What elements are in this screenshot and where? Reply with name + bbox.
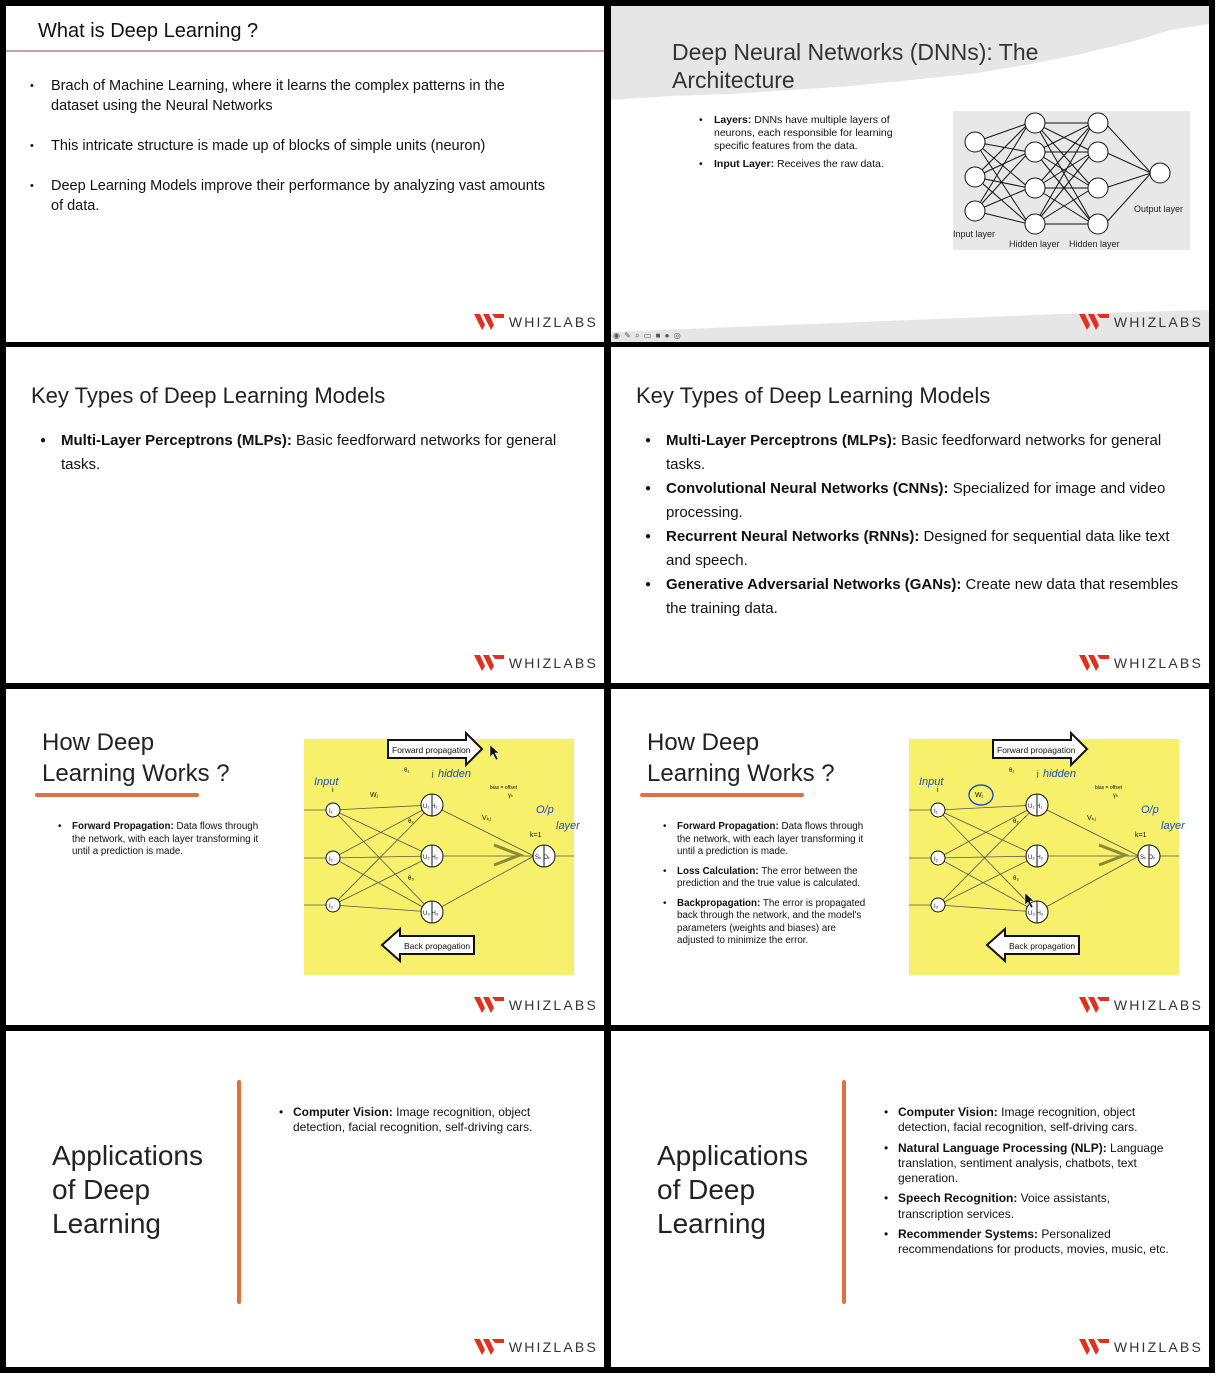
vertical-accent-bar (842, 1080, 846, 1304)
whizlabs-logo (1079, 1339, 1203, 1355)
theta2-label: θ₂ (1013, 819, 1019, 825)
mouse-cursor-icon (490, 745, 499, 760)
title-underline (640, 793, 804, 797)
bullet-list (278, 1105, 568, 1141)
whizlabs-logo-text: WHIZLABS (1113, 1339, 1203, 1355)
slide-title: How Deep Learning Works ? (647, 729, 835, 787)
bias-label: bias = offset (490, 785, 518, 791)
whizlabs-logo-text: WHIZLABS (1113, 997, 1203, 1013)
vertical-accent-bar (237, 1080, 241, 1304)
bullet-item: • Input Layer: Receives the raw data. (699, 158, 919, 171)
bullet-item: • Speech Recognition: Voice assistants, transcription services. (883, 1191, 1173, 1222)
i-label: i (937, 787, 939, 794)
whizlabs-logo (1079, 314, 1203, 330)
bullet-item: ● Multi-Layer Perceptrons (MLPs): Basic feedforward networks for general tasks. (643, 429, 1188, 477)
slide-how-dl-works-1 (6, 689, 604, 1025)
handwritten-input: Input (919, 776, 944, 788)
hidden-layer-1-label: Hidden layer (1009, 239, 1060, 249)
bullet-item: • Backpropagation: The error is propagated back through the network, and the model's parameters (weights and biases) are adjusted to minimize the error. (663, 898, 873, 948)
bullet-item: ● Convolutional Neural Networks (CNNs): Specialized for image and video processing. (643, 477, 1188, 525)
bullet-item: • Layers: DNNs have multiple layers of neurons, each responsible for learning specific features from the data. (699, 114, 919, 153)
slide-applications-1 (6, 1031, 604, 1367)
bullet-item: • Brach of Machine Learning, where it learns the complex patterns in the dataset using the Neural Networks (28, 76, 548, 116)
handwritten-hidden: hidden (438, 768, 472, 780)
weight-label: Wⱼ (975, 792, 983, 799)
dnn-diagram-graphic (953, 111, 1190, 250)
bullet-item: • Deep Learning Models improve their performance by analyzing vast amounts of data. (28, 176, 548, 216)
whizlabs-logo-icon (1079, 655, 1109, 671)
bullet-list (58, 821, 268, 866)
whizlabs-logo-icon (474, 1339, 504, 1355)
bullet-item: • Forward Propagation: Data flows through the network, with each layer transforming it until a prediction is made. (58, 821, 268, 859)
back-propagation-label: Back propagation (404, 941, 471, 951)
hidden-node-3: U₃ H₃ (423, 911, 439, 917)
slide-title: What is Deep Learning ? (38, 20, 259, 42)
theta2-label: θ₂ (408, 819, 414, 825)
dnn-diagram (953, 111, 1190, 250)
i-label: i (332, 787, 334, 794)
output-layer-label: Output layer (1134, 204, 1184, 214)
whizlabs-logo-icon (1079, 1339, 1109, 1355)
whizlabs-logo-text: WHIZLABS (508, 655, 598, 671)
input-node-1: I₁ (329, 809, 333, 815)
whizlabs-logo (474, 314, 598, 330)
slide-title: Applications of Deep Learning (657, 1140, 808, 1239)
whizlabs-logo-icon (474, 314, 504, 330)
slide-dnn-architecture (611, 6, 1209, 342)
whizlabs-logo-icon (474, 655, 504, 671)
bullet-list (28, 76, 548, 236)
bullet-item: • Computer Vision: Image recognition, object detection, facial recognition, self-driving cars. (883, 1105, 1173, 1136)
slide-what-is-deep-learning (6, 6, 604, 342)
handwritten-layer: layer (556, 820, 580, 832)
hidden-node-1: U₁ H₁ (423, 804, 438, 810)
whizlabs-logo-text: WHIZLABS (508, 1339, 598, 1355)
input-node-3: I₃ (934, 904, 939, 910)
whizlabs-logo (474, 997, 598, 1013)
bullet-item: ● Recurrent Neural Networks (RNNs): Designed for sequential data like text and speech. (643, 525, 1188, 573)
theta3-label: θ₃ (1013, 876, 1019, 882)
theta1-label: θ₁ (1009, 768, 1015, 774)
propagation-diagram (304, 725, 604, 977)
hidden-layer-2-label: Hidden layer (1069, 239, 1120, 249)
v-weight-label: Vₖⱼ (482, 815, 491, 822)
whizlabs-logo-text: WHIZLABS (508, 997, 598, 1013)
k-label: k=1 (1135, 832, 1147, 839)
yk-label: γₖ (508, 793, 514, 799)
handwritten-input: Input (314, 776, 339, 788)
slide-key-types-1 (6, 347, 604, 683)
forward-propagation-label: Forward propagation (392, 745, 471, 755)
whizlabs-logo-text: WHIZLABS (508, 314, 598, 330)
whizlabs-logo (474, 1339, 598, 1355)
title-divider (6, 50, 604, 52)
input-node-3: I₃ (329, 904, 334, 910)
theta1-label: θ₁ (404, 768, 410, 774)
slide-title: Deep Neural Networks (DNNs): The Architecture (672, 39, 1039, 93)
weight-label: Wⱼ (370, 792, 378, 799)
bullet-item: • Natural Language Processing (NLP): Language translation, sentiment analysis, chatbots, text generation. (883, 1141, 1173, 1187)
j-label: j (1037, 771, 1039, 778)
whizlabs-logo-icon (1079, 997, 1109, 1013)
input-node-2: I₂ (329, 857, 333, 863)
bullet-list (38, 429, 583, 477)
slide-title: Key Types of Deep Learning Models (31, 383, 386, 408)
bullet-list (699, 114, 919, 176)
forward-propagation-label: Forward propagation (997, 745, 1076, 755)
theta3-label: θ₃ (408, 876, 414, 882)
slide-key-types-2 (611, 347, 1209, 683)
input-node-2: I₂ (934, 857, 938, 863)
hidden-node-3: U₃ H₃ (1028, 911, 1044, 917)
hidden-node-2: U₂ H₂ (1028, 855, 1043, 861)
slide-how-dl-works-2 (611, 689, 1209, 1025)
input-layer-label: Input layer (953, 229, 996, 239)
slide-title: Applications of Deep Learning (52, 1140, 203, 1239)
bullet-item: • This intricate structure is made up of blocks of simple units (neuron) (28, 136, 548, 156)
presentation-toolbar[interactable]: ◉ ✎ ⌕ ▭ ■ ● ◎ (613, 331, 682, 340)
v-weight-label: Vₖⱼ (1087, 815, 1096, 822)
j-label: j (432, 771, 434, 778)
handwritten-hidden: hidden (1043, 768, 1077, 780)
bias-label: bias = offset (1095, 785, 1123, 791)
output-node: Sₖ Oₖ (1140, 855, 1156, 861)
whizlabs-logo-text: WHIZLABS (1113, 314, 1203, 330)
hidden-node-2: U₂ H₂ (423, 855, 438, 861)
slide-title: How Deep Learning Works ? (42, 729, 230, 787)
slide-title: Key Types of Deep Learning Models (636, 383, 991, 408)
bullet-item: ● Generative Adversarial Networks (GANs): Create new data that resembles the training data. (643, 573, 1188, 621)
back-propagation-label: Back propagation (1009, 941, 1076, 951)
yk-label: γₖ (1113, 793, 1119, 799)
bullet-item: • Computer Vision: Image recognition, object detection, facial recognition, self-driving cars. (278, 1105, 568, 1136)
bullet-list (883, 1105, 1173, 1263)
k-label: k=1 (530, 832, 542, 839)
bullet-list (643, 429, 1188, 621)
bullet-item: • Loss Calculation: The error between the prediction and the true value is calculated. (663, 866, 873, 891)
propagation-diagram (909, 725, 1209, 977)
title-underline (35, 793, 199, 797)
bullet-item: ● Multi-Layer Perceptrons (MLPs): Basic feedforward networks for general tasks. (38, 429, 583, 477)
whizlabs-logo-text: WHIZLABS (1113, 655, 1203, 671)
bullet-item: • Recommender Systems: Personalized recommendations for products, movies, music, etc. (883, 1227, 1173, 1258)
bullet-item: • Forward Propagation: Data flows through the network, with each layer transforming it until a prediction is made. (663, 821, 873, 859)
bullet-list (663, 821, 873, 955)
whizlabs-logo-icon (474, 997, 504, 1013)
whizlabs-logo (474, 655, 598, 671)
slide-applications-2 (611, 1031, 1209, 1367)
whizlabs-logo (1079, 997, 1203, 1013)
input-node-1: I₁ (934, 809, 938, 815)
handwritten-layer: layer (1161, 820, 1185, 832)
handwritten-output: O/p (536, 804, 554, 816)
whizlabs-logo (1079, 655, 1203, 671)
handwritten-output: O/p (1141, 804, 1159, 816)
hidden-node-1: U₁ H₁ (1028, 804, 1043, 810)
output-node: Sₖ Oₖ (535, 855, 551, 861)
whizlabs-logo-icon (1079, 314, 1109, 330)
